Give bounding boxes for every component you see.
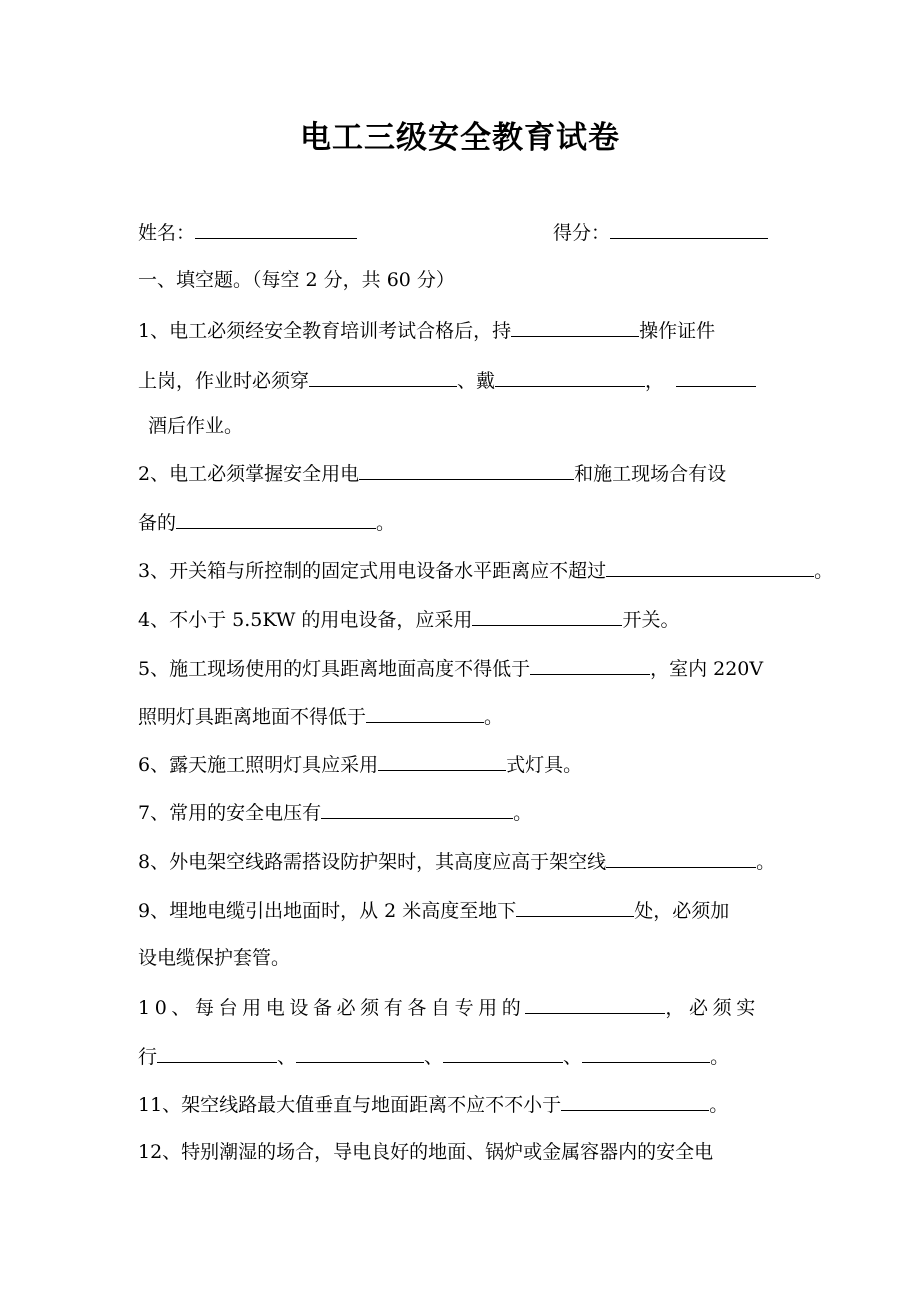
answer-blank[interactable] xyxy=(359,459,574,480)
question-9-line-2: 设电缆保护套管。 xyxy=(138,947,291,969)
answer-blank[interactable] xyxy=(366,702,484,723)
question-text: 备的 xyxy=(138,512,177,534)
question-12-line-1: 12、特别潮湿的场合，导电良好的地面、锅炉或金属容器内的安全电 xyxy=(138,1141,714,1163)
question-4 xyxy=(138,605,679,634)
question-5-line-2 xyxy=(138,702,503,731)
question-9-line-1 xyxy=(138,896,729,925)
question-text: 1、电工必须经安全教育培训考试合格后，持 xyxy=(138,320,512,342)
question-text: 。 xyxy=(513,802,533,824)
answer-blank[interactable] xyxy=(443,1042,563,1063)
question-text: 4、不小于 5.5KW 的用电设备，应采用 xyxy=(138,609,473,631)
question-text: 处，必须加 xyxy=(634,900,730,922)
question-text: 8、外电架空线路需搭设防护架时，其高度应高于架空线 xyxy=(138,851,607,873)
answer-blank[interactable] xyxy=(511,316,639,337)
answer-blank[interactable] xyxy=(530,654,650,675)
answer-blank[interactable] xyxy=(525,993,665,1014)
question-text: 。 xyxy=(814,560,834,582)
question-1-line-2 xyxy=(138,366,756,395)
answer-blank[interactable] xyxy=(582,1042,710,1063)
question-text: 2、电工必须掌握安全用电 xyxy=(138,463,360,485)
section-heading: 一、填空题。（每空 2 分，共 60 分） xyxy=(138,269,455,291)
question-text: 。 xyxy=(376,512,396,534)
question-text: ，必须实 xyxy=(665,997,760,1019)
question-text: 式灯具。 xyxy=(506,754,583,776)
score-field[interactable] xyxy=(610,218,768,239)
question-text: 上岗，作业时必须穿 xyxy=(138,370,310,392)
score-label: 得分： xyxy=(553,222,611,244)
question-text: 。 xyxy=(484,706,504,728)
answer-blank[interactable] xyxy=(606,556,814,577)
question-7 xyxy=(138,798,532,827)
question-text: 3、开关箱与所控制的固定式用电设备水平距离应不超过 xyxy=(138,560,607,582)
question-text: ， xyxy=(645,370,665,392)
question-text: 。 xyxy=(709,1094,729,1116)
question-text: 和施工现场合有设 xyxy=(574,463,727,485)
question-text: 11、架空线路最大值垂直与地面距离不应不不小于 xyxy=(138,1094,562,1116)
question-text: 操作证件 xyxy=(639,320,716,342)
question-6 xyxy=(138,750,582,779)
question-text: 5、施工现场使用的灯具距离地面高度不得低于 xyxy=(138,658,531,680)
name-field[interactable] xyxy=(195,218,357,239)
question-text: 照明灯具距离地面不得低于 xyxy=(138,706,367,728)
page-title: 电工三级安全教育试卷 xyxy=(300,120,620,156)
question-2-line-1 xyxy=(138,459,726,488)
answer-blank[interactable] xyxy=(472,605,622,626)
question-10-line-2 xyxy=(138,1042,729,1071)
question-text: 行 xyxy=(138,1046,158,1068)
answer-blank[interactable] xyxy=(495,366,645,387)
question-text: 10、每台用电设备必须有各自专用的 xyxy=(138,997,526,1019)
answer-blank[interactable] xyxy=(561,1090,709,1111)
question-text: 。 xyxy=(756,851,776,873)
question-1-line-1 xyxy=(138,316,715,345)
question-10-line-1 xyxy=(138,993,760,1022)
question-11 xyxy=(138,1090,728,1119)
question-8 xyxy=(138,847,775,876)
name-label: 姓名： xyxy=(138,222,196,244)
question-text: 、戴 xyxy=(457,370,496,392)
question-text: 6、露天施工照明灯具应采用 xyxy=(138,754,379,776)
answer-blank[interactable] xyxy=(676,366,756,387)
question-text: 7、常用的安全电压有 xyxy=(138,802,322,824)
answer-blank[interactable] xyxy=(378,750,506,771)
answer-blank[interactable] xyxy=(516,896,634,917)
question-text: 、 xyxy=(277,1046,297,1068)
header-row xyxy=(138,218,768,247)
question-text: 、 xyxy=(424,1046,444,1068)
question-2-line-2 xyxy=(138,508,395,537)
question-text: 。 xyxy=(710,1046,730,1068)
answer-blank[interactable] xyxy=(296,1042,424,1063)
answer-blank[interactable] xyxy=(606,847,756,868)
question-3 xyxy=(138,556,833,585)
answer-blank[interactable] xyxy=(176,508,376,529)
question-text: ，室内 220V xyxy=(650,658,764,680)
question-text: 9、埋地电缆引出地面时，从 2 米高度至地下 xyxy=(138,900,517,922)
question-text: 开关。 xyxy=(622,609,680,631)
question-5-line-1 xyxy=(138,654,763,683)
answer-blank[interactable] xyxy=(321,798,513,819)
question-1-line-3: 酒后作业。 xyxy=(148,415,244,437)
answer-blank[interactable] xyxy=(157,1042,277,1063)
answer-blank[interactable] xyxy=(309,366,457,387)
question-text: 、 xyxy=(563,1046,583,1068)
